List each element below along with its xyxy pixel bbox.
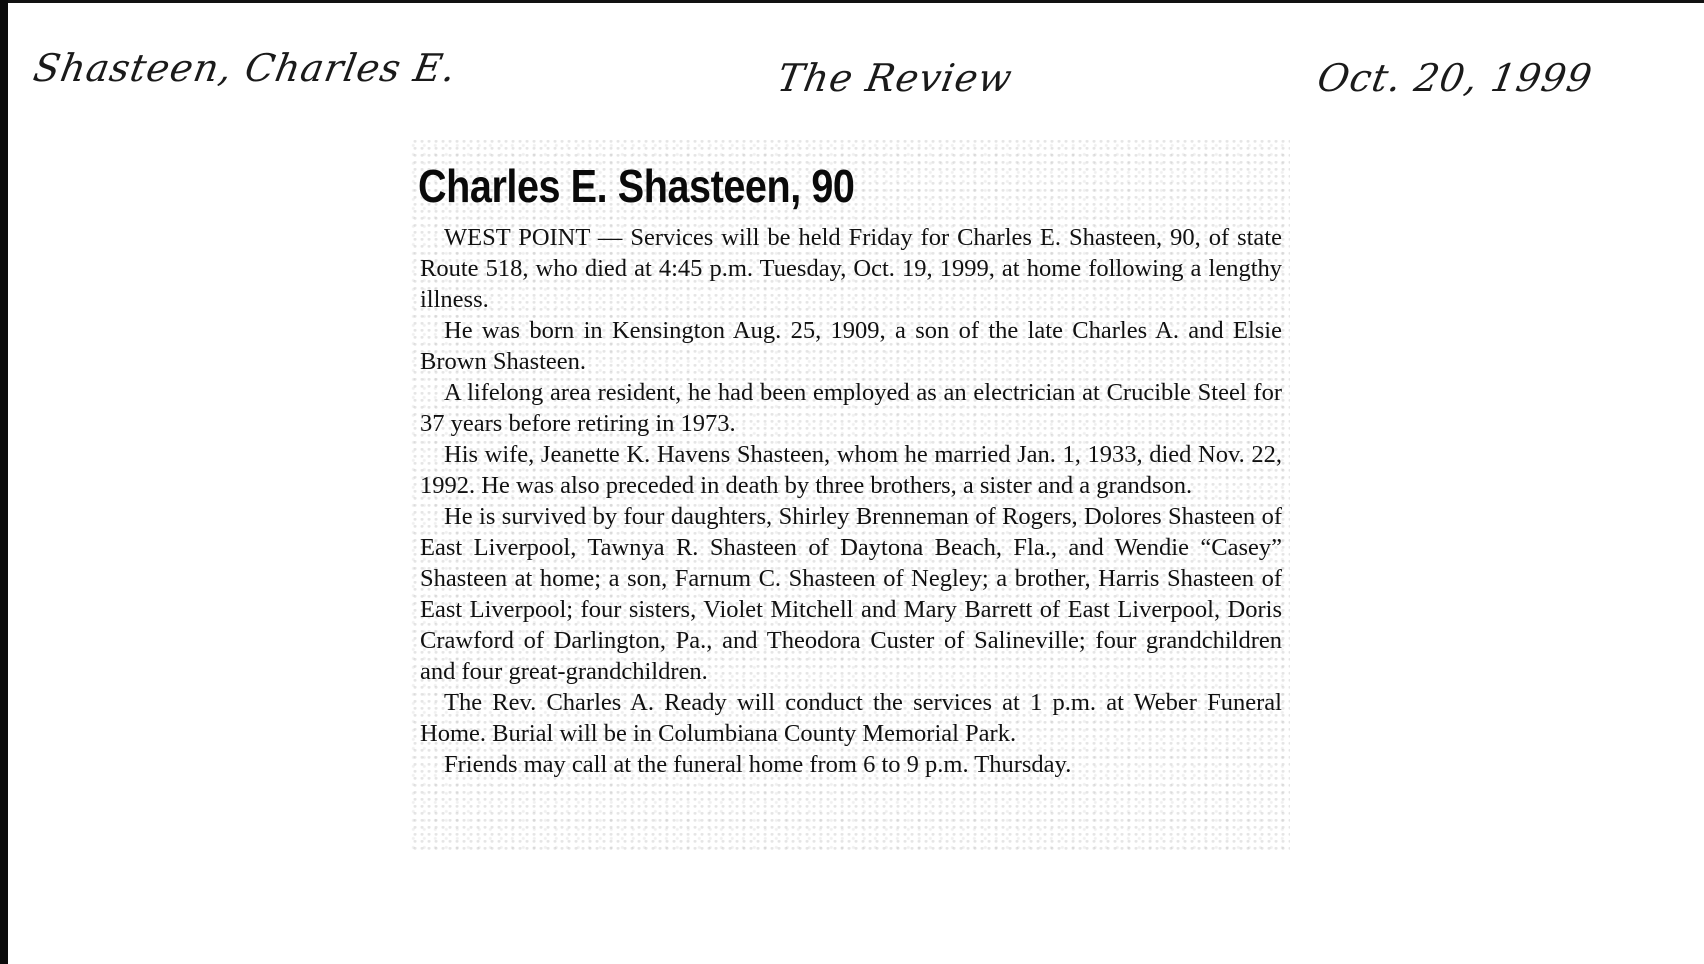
obituary-paragraph: A lifelong area resident, he had been employed as an electrician at Crucible Steel for 37 years before retiring in 1973. <box>420 379 1282 437</box>
obituary-headline: Charles E. Shasteen, 90 <box>418 160 855 212</box>
scan-top-edge <box>0 0 1704 3</box>
obituary-paragraph: WEST POINT — Services will be held Friday for Charles E. Shasteen, 90, of state Route 518, who died at 4:45 p.m. Tuesday, Oct. 19, 1999, at home following a lengthy illness. <box>420 224 1282 313</box>
obituary-clipping <box>410 140 1290 852</box>
scan-left-edge <box>0 0 8 964</box>
handwritten-date: Oct. 20, 1999 <box>1314 56 1596 100</box>
obituary-paragraph: He was born in Kensington Aug. 25, 1909, a son of the late Charles A. and Elsie Brown Shasteen. <box>420 317 1282 375</box>
obituary-paragraph: Friends may call at the funeral home from 6 to 9 p.m. Thursday. <box>444 751 1072 778</box>
obituary-paragraph: The Rev. Charles A. Ready will conduct the services at 1 p.m. at Weber Funeral Home. Burial will be in Columbiana County Memorial Park. <box>420 689 1282 747</box>
obituary-body <box>420 222 1282 780</box>
handwritten-newspaper: The Review <box>774 56 1017 100</box>
obituary-paragraph: He is survived by four daughters, Shirley Brenneman of Rogers, Dolores Shasteen of East Liverpool, Tawnya R. Shasteen of Daytona Beach, Fla., and Wendie “Casey” Shasteen at home; a son, Farnum C. Shasteen of Negley; a brother, Harris Shasteen of East Liverpool; four sisters, Violet Mitchell and Mary Barrett of East Liverpool, Doris Crawford of Darlington, Pa., and Theodora Custer of Salineville; four grandchildren and four great-grandchildren. <box>420 503 1282 685</box>
handwritten-name: Shasteen, Charles E. <box>30 46 460 90</box>
obituary-paragraph: His wife, Jeanette K. Havens Shasteen, whom he married Jan. 1, 1933, died Nov. 22, 1992. He was also preceded in death by three brothers, a sister and a grandson. <box>420 441 1282 499</box>
